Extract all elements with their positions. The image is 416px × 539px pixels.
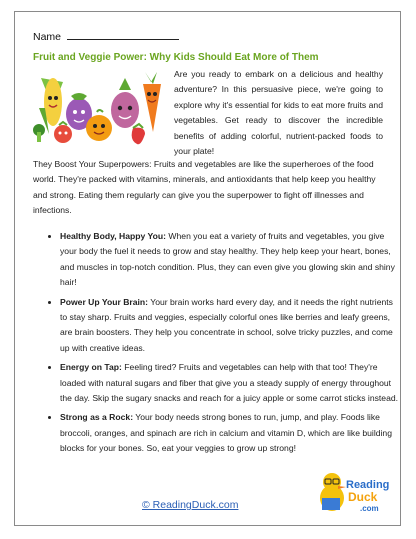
duck-icon	[320, 473, 346, 511]
name-label: Name	[33, 31, 62, 43]
bullet-text: Your brain works hard every day, and it needs the right nutrients to stay sharp. Fruits and veggies, especially colorful ones like berries and leafy greens, are brain boosters. They help you concentrate in school, solve tricky puzzles, and come up with creative ideas.	[60, 296, 393, 353]
readingduck-link[interactable]: © ReadingDuck.com	[142, 499, 239, 511]
worksheet-title: Fruit and Veggie Power: Why Kids Should Eat More of Them	[33, 52, 319, 63]
bullet-text: Feeling tired? Fruits and vegetables can help with that too! They're loaded with natural sugars and fiber that give you a steady supply of energy throughout the day. Skip the sugary snacks and reach for a juicy apple or some carrot sticks instead.	[60, 362, 399, 404]
bullet-text: When you eat a variety of fruits and vegetables, you give your body the fuel it needs to grow and stay healthy. They help keep your heart, bones, and muscles in top-notch condition. Plus, they can even give you glowing skin and shiny hair!	[60, 231, 395, 288]
veggie-characters-illustration	[33, 68, 167, 148]
logo-word-duck: Duck	[348, 490, 378, 504]
logo-word-reading: Reading	[346, 479, 390, 491]
bullet-heading: Healthy Body, Happy You:	[60, 231, 167, 241]
broccoli-character	[33, 124, 45, 142]
strawberry-character	[132, 124, 145, 144]
carrot-character	[143, 72, 161, 132]
list-item	[60, 360, 400, 406]
bullet-heading: Energy on Tap:	[60, 362, 122, 373]
turnip-character	[111, 78, 139, 128]
superpowers-paragraph: They Boost Your Superpowers: Fruits and vegetables are like the superheroes of the food world. They're packed with vitamins, minerals, and antioxidants that help keep you healthy and strong. Eating them regularly can give you the superpower to fight off illnesses and infections.	[33, 159, 376, 216]
reading-duck-logo	[316, 462, 390, 518]
bullet-text: Your body needs strong bones to run, jump, and play. Foods like broccoli, oranges, and spinach are rich in calcium and vitamin D, which are like building blocks for your bones. So, eat your veggies to grow up strong!	[60, 412, 392, 454]
intro-paragraph: Are you ready to embark on a delicious and healthy adventure? In this persuasive piece, we're going to explore why it's essential for kids to eat more fruits and vegetables. Get ready to discover the incredible benefits of adding colorful, nutrient-packed foods to your plate!	[174, 69, 383, 157]
tomato-character	[54, 122, 72, 143]
list-item	[60, 229, 400, 291]
name-row	[33, 29, 179, 43]
benefits-list	[45, 229, 400, 461]
list-item	[60, 295, 400, 357]
logo-word-com: .com	[360, 504, 379, 513]
bullet-heading: Power Up Your Brain:	[60, 296, 149, 307]
bullet-heading: Strong as a Rock:	[60, 412, 134, 423]
list-item	[60, 410, 400, 456]
name-blank-line[interactable]	[67, 29, 179, 40]
